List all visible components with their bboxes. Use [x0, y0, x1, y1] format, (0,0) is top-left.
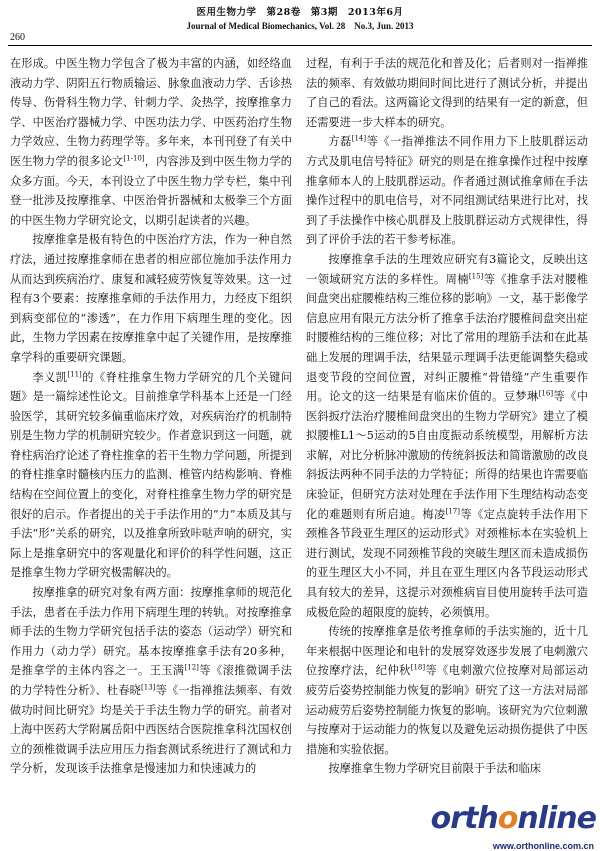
text-span: ，内容涉及到中医生物力学的众多方面。今天，本刊设立了中医生物力学专栏，集中刊登一批涉及按摩推拿、中医治骨折器械和太极拳三个方面的中医生物力学研究论文，以期引起读者的兴趣。: [10, 154, 292, 227]
citation: [11]: [67, 369, 82, 378]
right-column: [306, 54, 588, 779]
wm-part: orth: [430, 801, 498, 836]
text-span: 按摩推拿手法的生理效应研究有3篇论文，反映出这一领域研究方法的多样性。周楠: [306, 252, 588, 286]
paragraph: 按摩推拿生物力学研究目前限于手法和临床: [328, 762, 541, 776]
text-span: 等《滚推微调手法的力学特性分析》、杜春晓: [10, 664, 292, 697]
running-header: [0, 6, 600, 32]
wm-part: nline: [517, 801, 596, 836]
paragraph: [10, 368, 292, 584]
journal-title-cn: 医用生物力学 第28卷 第3期 2013年6月: [196, 7, 404, 18]
text-span: 方磊: [328, 135, 352, 149]
text-span: 等《推拿手法对腰椎间盘突出症腰椎结构三维位移的影响》一文，基于影像学信息应用有限元方法分析了推拿手法治疗腰椎间盘突出症时腰椎结构的三维位移；对比了常用的理筋手法和在此基础上发展的理调手法，结果显示理调手法更能调整失稳或退变节段的空间位置，对纠正腰椎“骨错缝”产生重要作用。论文的这一结果是有临床价值的。豆梦琳: [306, 272, 588, 404]
citation: [12]: [184, 663, 199, 672]
text-span: 等《一指禅推法不同作用力下上肢肌群运动方式及肌电信号特征》研究的则是在推拿操作过程中按摩推拿师本人的上肢肌群运动。作者通过测试推拿师在手法操作过程中的肌电信号，对不同组测试结果进行比对，找到了手法操作中核心肌群及上肢肌群运动方式规律性，得到了评价手法的若干参考标准。: [306, 135, 588, 247]
text-span: 李义凯: [32, 370, 68, 384]
paragraph: [10, 54, 292, 230]
text-span: 的《脊柱推拿生物力学研究的几个关键问题》是一篇综述性论文。目前推拿学科基本上还是一门经验医学，其研究较多偏重临床疗效，对疾病治疗的机制特别是生物力学的机制研究较少。作者意识到这一问题，就脊柱病治疗论述了脊柱推拿的若干生物力学问题，所提到的脊柱推拿时髓核内压力的监测、椎管内结构影响、脊椎结构在空间位置上的变化，对脊柱推拿生物力学的研究是很好的启示。作者提出的关于手法作用的“力”本质及其与手法“形”关系的研究，以及推拿所致咔哒声响的研究，实际上是推拿研究中的客观量化和评价的科学性问题，这正是推拿生物力学研究极需解决的。: [10, 370, 292, 580]
citation: [16]: [538, 389, 554, 398]
text-span: 传统的按摩推拿是依考推拿师的手法实施的，近十几年来根据中医理论和电针的发展穿效逐步发展了电刺激穴位按摩疗法，纪仲秋: [306, 625, 588, 678]
text-span: 在形成。中医生物力学包含了极为丰富的内涵，如经络血液动力学、阴阳五行物质输运、脉象血液动力学、舌诊热传导、伤骨科生物力学、针刺力学、灸热学，按摩推拿力学、中医治疗器械力学、中医功法力学、中医药治疗生物力学效应、生物力药理学等。多年来，本刊刊登了有关中医生物力学的很多论文: [10, 57, 292, 168]
paragraph: [306, 132, 588, 250]
watermark-text: [431, 801, 596, 836]
paragraph: [10, 583, 292, 779]
text-span: 按摩推拿的研究对象有两方面：按摩推拿师的规范化手法，患者在手法力作用下病理生理的转轨。对按摩推拿师手法的生物力学研究包括手法的姿态（运动学）研究和作用力（动力学）研究。基本按摩推拿手法有20多种，是推拿学的主体内容之一。王玉满: [10, 586, 292, 678]
watermark-url: www.orthonline.com.cn: [492, 841, 594, 851]
citation: [14]: [351, 134, 367, 143]
citation: [1-10]: [123, 154, 145, 163]
text-span: 等《定点旋转手法作用下颈椎各节段亚生理区的运动形式》对颈椎标本在实验机上进行测试，发现不同颈椎节段的突破生理区而未造成损伤的亚生理区大小不同，并且在亚生理区内各节段运动形式具有较大的差异，这提示对颈椎病盲目使用旋转手法可造成极危险的超限度的旋转，必须慎用。: [306, 507, 588, 619]
header-rule: [8, 45, 592, 46]
article-body: [10, 54, 588, 779]
wm-part: o: [497, 801, 518, 836]
paragraph: [306, 250, 588, 622]
text-span: 等《中医斜扳疗法治疗腰椎间盘突出的生物力学研究》建立了模拟腰椎L1～5运动的5自由度振动系统模型，用解析方法求解，对比分析脉冲激励的传统斜扳法和简谐激励的改良斜扳法两种不同手法的力学特征；所得的结果也许需要临床验证，但研究方法对处理在手法作用下生理结构动态变化的难题则有所启迪。梅凌: [306, 390, 588, 521]
paragraph: [306, 622, 588, 759]
paragraph: 过程，有利于手法的规范化和普及化；后者则对一指禅推法的频率、有效做功期间时间比进行了测试分析，并提出了自己的看法。这两篇论文得到的结果有一定的新意，但还需要进一步大样本的研究。: [306, 57, 588, 129]
text-span: 等《一指禅推法频率、有效做功时间比研究》均是关于手法生物力学的研究。前者对上海中医药大学附属岳阳中西医结合医院推拿科沈国权创立的颈椎微调手法应用压力指套测试系统进行了测试和力学分析，发现该手法推拿是慢速加力和快速减力的: [10, 684, 292, 776]
page-number: 260: [10, 32, 25, 43]
citation: [17]: [445, 506, 460, 515]
journal-title-en: Journal of Medical Biomechanics, Vol. 28 No.3, Jun. 2013: [186, 21, 414, 31]
watermark-logo: [430, 801, 596, 851]
citation: [18]: [410, 663, 426, 672]
left-column: [10, 54, 292, 779]
text-span: 等《电刺激穴位按摩对局部运动疲劳后姿势控制能力恢复的影响》研究了这一方法对局部运动疲劳后姿势控制能力恢复的影响。该研究为穴位刺激与按摩对于运动能力的恢复以及避免运动损伤提供了中医措施和实验依据。: [306, 664, 588, 756]
citation: [15]: [468, 271, 484, 280]
paragraph: 按摩推拿是极有特色的中医治疗方法，作为一种自然疗法，通过按摩推拿师在患者的相应部位施加手法作用力从而达到疾病治疗、康复和减轻疲劳恢复等效果。这一过程有3个要素：按摩推拿师的手法作用力，力经皮下组织到病变部位的“渗透”，在力作用下病理生理的变化。因此，生物力学因素在按摩推拿中起了关键作用，是按摩推拿学科的重要研究课题。: [10, 233, 292, 364]
citation: [13]: [141, 683, 156, 692]
